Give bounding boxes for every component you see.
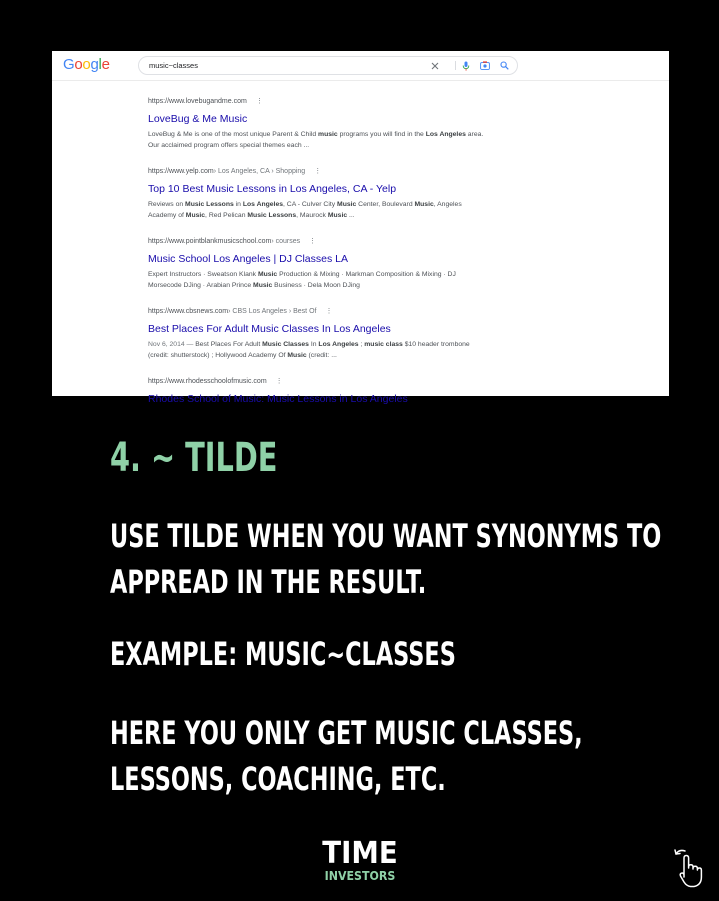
result-url[interactable] (148, 307, 493, 317)
result-url[interactable] (148, 237, 493, 247)
search-result (148, 307, 493, 361)
result-snippet: LoveBug & Me is one of the most unique Parent & Child music programs you will find in the Los Angeles area. Our acclaimed program offers special themes each ... (148, 131, 484, 149)
result-snippet: Nov 6, 2014 — Best Places For Adult Music Classes In Los Angeles ; music class $10 header trombone (credit: shutterstock) ; Hollywood Academy Of Music (credit: ... (148, 341, 470, 359)
result-title[interactable]: Music School Los Angeles | DJ Classes LA (148, 253, 348, 265)
result-title[interactable]: Rhodes School of Music: Music Lessons in Los Angeles (148, 393, 408, 405)
search-result (148, 237, 493, 291)
result-url-path: › Los Angeles, CA › Shopping (213, 168, 306, 175)
search-input[interactable]: music~classes (149, 61, 198, 70)
result-url-host: https://www.lovebugandme.com (148, 98, 247, 105)
slide-paragraph-intro (110, 513, 661, 605)
search-result (148, 167, 493, 221)
result-url-path: › CBS Los Angeles › Best Of (228, 308, 317, 315)
result-url-host: https://www.cbsnews.com (148, 308, 229, 315)
slide-heading: 4. ~ TILDE (110, 435, 278, 481)
result-snippet: Expert Instructors · Sweatson Klank Music Production & Mixing · Markman Composition & Mixing · DJ Morsecode DJing · Arabian Prince Music Business · Dela Moon DJing (148, 271, 456, 289)
more-options-icon[interactable]: ⋮ (314, 168, 322, 175)
google-logo[interactable]: Google (63, 56, 110, 73)
result-snippet: Reviews on Music Lessons in Los Angeles, CA - Culver City Music Center, Boulevard Music, Angeles Academy of Music, Red Pelican Music Lessons, Maurock Music ... (148, 201, 462, 219)
clear-icon[interactable] (429, 59, 441, 72)
more-options-icon[interactable]: ⋮ (255, 98, 263, 105)
search-screenshot (52, 51, 669, 405)
result-url-host: https://www.pointblankmusicschool.com (148, 238, 272, 245)
brand-logo-bottom: INVESTORS (324, 869, 396, 883)
more-options-icon[interactable]: ⋮ (309, 238, 317, 245)
search-result (148, 377, 493, 406)
result-title[interactable]: Top 10 Best Music Lessons in Los Angeles, CA - Yelp (148, 183, 397, 195)
result-url[interactable] (148, 377, 493, 387)
camera-icon[interactable] (479, 59, 491, 72)
result-title[interactable]: LoveBug & Me Music (148, 113, 248, 125)
slide-line: LESSONS, COACHING, ETC. (110, 760, 446, 798)
more-options-icon[interactable]: ⋮ (325, 308, 333, 315)
search-icon[interactable] (498, 59, 510, 72)
brand-logo (308, 838, 412, 883)
result-url[interactable] (148, 167, 493, 177)
swipe-hand-icon[interactable] (672, 846, 708, 890)
result-url[interactable] (148, 97, 493, 107)
mic-icon[interactable] (460, 59, 472, 72)
result-title[interactable]: Best Places For Adult Music Classes In Los Angeles (148, 323, 391, 335)
search-box[interactable] (138, 56, 518, 75)
brand-logo-top: TIME (322, 836, 398, 871)
result-url-host: https://www.yelp.com (148, 168, 214, 175)
slide-line: APPREAD IN THE RESULT. (110, 563, 427, 601)
slide-paragraph-explanation (110, 710, 583, 802)
slide-line: HERE YOU ONLY GET MUSIC CLASSES, (110, 714, 583, 752)
slide-line: USE TILDE WHEN YOU WANT SYNONYMS TO (110, 517, 662, 555)
slide-line: EXAMPLE: MUSIC~CLASSES (110, 635, 456, 673)
more-options-icon[interactable]: ⋮ (275, 378, 283, 385)
result-url-path: › courses (271, 238, 301, 245)
search-divider (455, 61, 456, 70)
search-result (148, 97, 493, 151)
slide-paragraph-example (110, 631, 456, 677)
result-url-host: https://www.rhodesschoolofmusic.com (148, 378, 267, 385)
search-header (52, 51, 669, 81)
